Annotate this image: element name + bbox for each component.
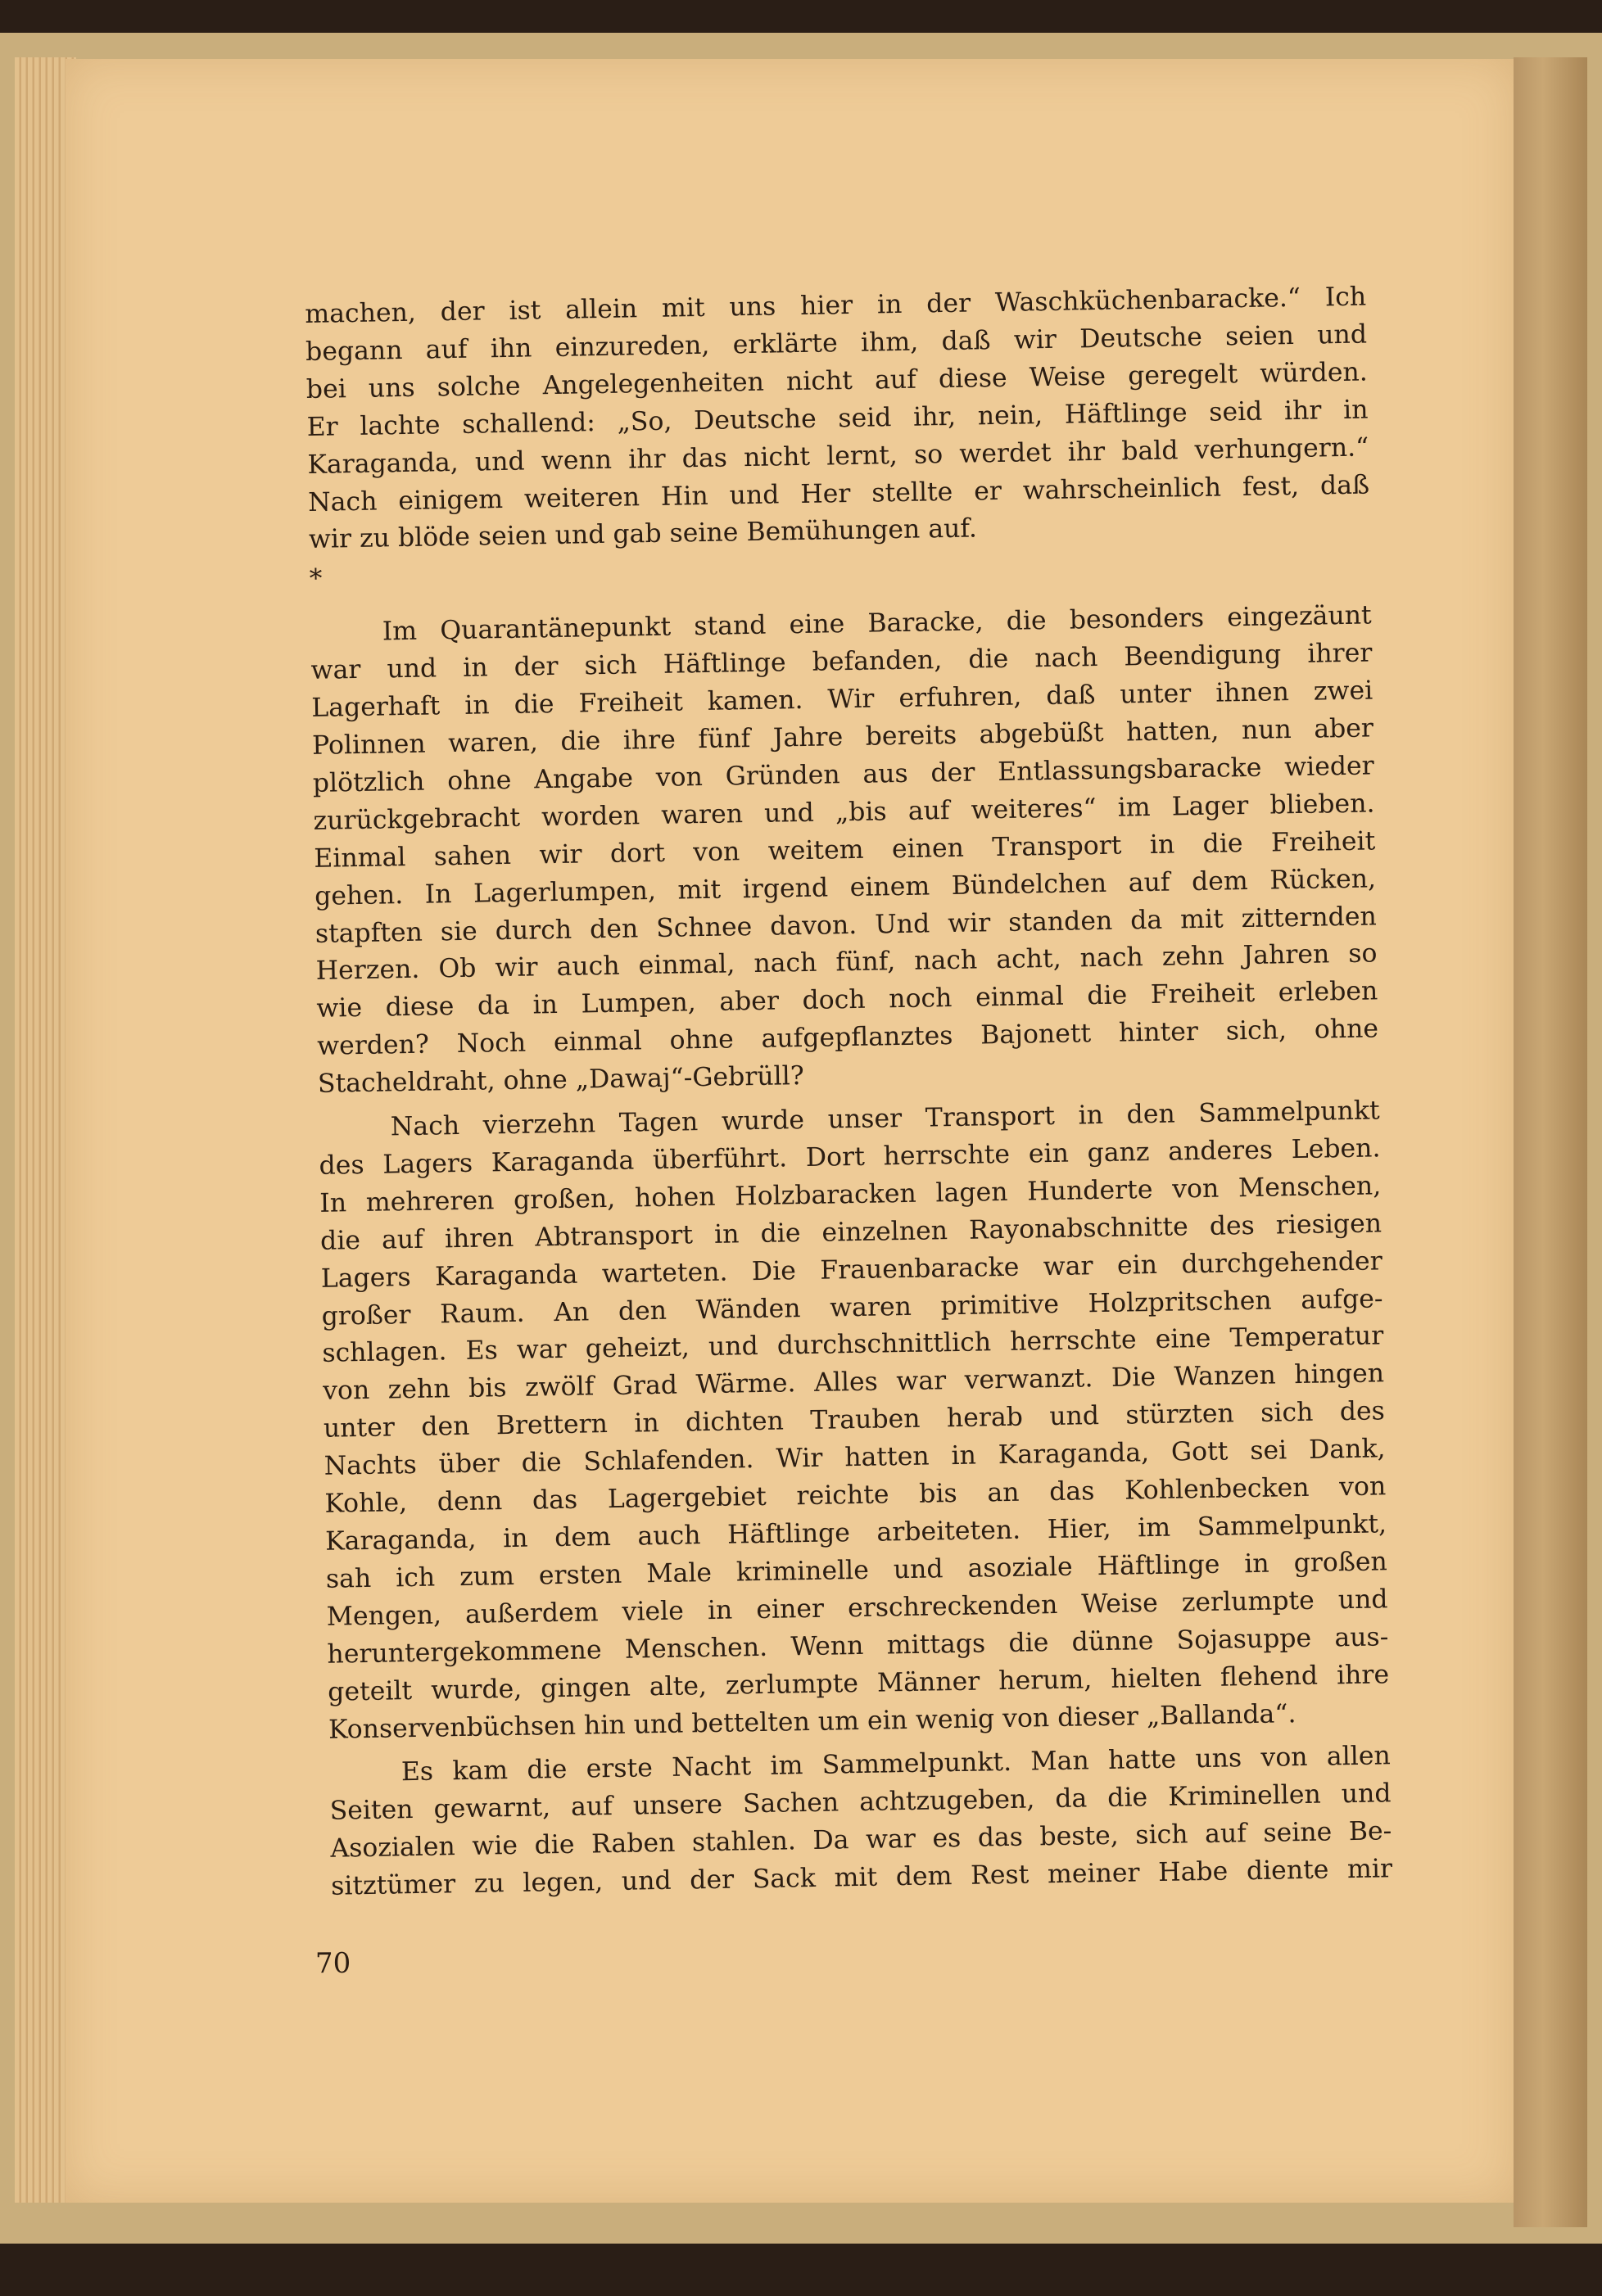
p2-line-5: plötzlich ohne Angabe von Gründen aus der Entlassungsbaracke wieder <box>312 751 1374 798</box>
p3-line-13: sah ich zum ersten Male kriminelle und asoziale Häftlinge in großen <box>325 1547 1388 1594</box>
paragraph-3 <box>318 1092 1390 1749</box>
p3-line-11: Kohle, denn das Lagergebiet reichte bis an das Kohlenbecken von <box>324 1471 1387 1519</box>
paragraph-2 <box>310 598 1379 1104</box>
p2-line-6: zurückgebracht worden waren und „bis auf weiteres“ im Lager blieben. <box>313 789 1375 836</box>
p1-line-1: machen, der ist allein mit uns hier in der Waschküchenbaracke.“ Ich <box>305 282 1367 329</box>
p2-line-7: Einmal sahen wir dort von weitem einen Transport in die Freiheit <box>314 826 1376 874</box>
paragraph-4 <box>329 1738 1393 1906</box>
p3-line-14: Mengen, außerdem viele in einer erschreckenden Weise zerlumpte und <box>326 1584 1388 1632</box>
p2-line-10: Herzen. Ob wir auch einmal, nach fünf, nach acht, nach zehn Jahren so <box>315 938 1378 987</box>
p1-line-4: Er lachte schallend: „So, Deutsche seid ihr, nein, Häftlinge seid ihr in <box>306 395 1369 442</box>
p2-line-12: werden? Noch einmal ohne aufgepflanztes Bajonett hinter sich, ohne <box>316 1014 1379 1062</box>
book-right-edge <box>1514 57 1587 2227</box>
p3-line-7: schlagen. Es war geheizt, und durchschnittlich herrschte eine Temperatur <box>322 1321 1384 1369</box>
p3-line-5: Lagers Karaganda warteten. Die Frauenbaracke war ein durchgehender <box>320 1246 1383 1294</box>
p4-line-4: sitztümer zu legen, und der Sack mit dem Rest meiner Habe diente mir <box>330 1854 1393 1901</box>
p3-line-2: des Lagers Karaganda überführt. Dort herrschte ein ganz anderes Leben. <box>319 1133 1381 1181</box>
p4-line-3: Asozialen wie die Raben stahlen. Da war es das beste, sich auf seine Be- <box>330 1816 1392 1864</box>
p2-line-9: stapften sie durch den Schnee davon. Und wir standen da mit zitternden <box>315 901 1378 949</box>
p2-line-3: Lagerhaft in die Freiheit kamen. Wir erfuhren, daß unter ihnen zwei <box>311 676 1373 723</box>
page-number: 70 <box>315 1946 351 1981</box>
p3-line-8: von zehn bis zwölf Grad Wärme. Alles war verwanzt. Die Wanzen hingen <box>322 1358 1385 1407</box>
p4-line-2: Seiten gewarnt, auf unsere Sachen achtzugeben, da die Kriminellen und <box>329 1778 1392 1827</box>
p3-line-9: unter den Brettern in dichten Trauben herab und stürzten sich des <box>323 1396 1386 1444</box>
p3-line-1: Nach vierzehn Tagen wurde unser Transport in den Sammelpunkt <box>390 1096 1380 1142</box>
separator-line-1: * <box>309 564 323 594</box>
p3-line-6: großer Raum. An den Wänden waren primitive Holzpritschen aufge- <box>321 1283 1383 1331</box>
page-text-block <box>305 279 1392 1906</box>
p1-line-3: bei uns solche Angelegenheiten nicht auf diese Weise geregelt würden. <box>305 357 1369 405</box>
p1-line-5: Karaganda, und wenn ihr das nicht lernt, so werdet ihr bald verhungern.“ <box>307 432 1369 480</box>
p3-line-4: die auf ihren Abtransport in die einzelnen Rayonabschnitte des riesigen <box>319 1209 1383 1256</box>
p1-line-2: begann auf ihn einzureden, erklärte ihm, daß wir Deutsche seien und <box>305 319 1368 367</box>
p3-line-15: heruntergekommene Menschen. Wenn mittags die dünne Sojasuppe aus- <box>327 1622 1389 1670</box>
p3-line-3: In mehreren großen, hohen Holzbaracken lagen Hunderte von Menschen, <box>319 1171 1382 1218</box>
p2-line-1: Im Quarantänepunkt stand eine Baracke, die besonders eingezäunt <box>382 600 1372 647</box>
p3-line-10: Nachts über die Schlafenden. Wir hatten in Karaganda, Gott sei Dank, <box>324 1434 1386 1481</box>
p1-line-7: wir zu blöde seien und gab seine Bemühungen auf. <box>308 513 978 555</box>
p2-line-11: wie diese da in Lumpen, aber doch noch einmal die Freiheit erleben <box>316 976 1378 1024</box>
p1-line-6: Nach einigem weiteren Hin und Her stellte er wahrscheinlich fest, daß <box>307 470 1370 518</box>
p2-line-13: Stacheldraht, ohne „Dawaj“-Gebrüll? <box>317 1061 804 1099</box>
p3-line-17: Konservenbüchsen hin und bettelten um ein wenig von dieser „Ballanda“. <box>328 1698 1297 1745</box>
p2-line-8: gehen. In Lagerlumpen, mit irgend einem Bündelchen auf dem Rücken, <box>314 864 1377 911</box>
p3-line-16: geteilt wurde, gingen alte, zerlumpte Männer herum, hielten flehend ihre <box>327 1659 1390 1707</box>
p2-line-4: Polinnen waren, die ihre fünf Jahre bereits abgebüßt hatten, nun aber <box>311 713 1374 761</box>
p2-line-2: war und in der sich Häftlinge befanden, die nach Beendigung ihrer <box>310 638 1373 686</box>
p3-line-12: Karaganda, in dem auch Häftlinge arbeiteten. Hier, im Sammelpunkt, <box>324 1509 1387 1557</box>
p4-line-1: Es kam die erste Nacht im Sammelpunkt. Man hatte uns von allen <box>400 1741 1392 1788</box>
paragraph-1 <box>305 279 1370 560</box>
